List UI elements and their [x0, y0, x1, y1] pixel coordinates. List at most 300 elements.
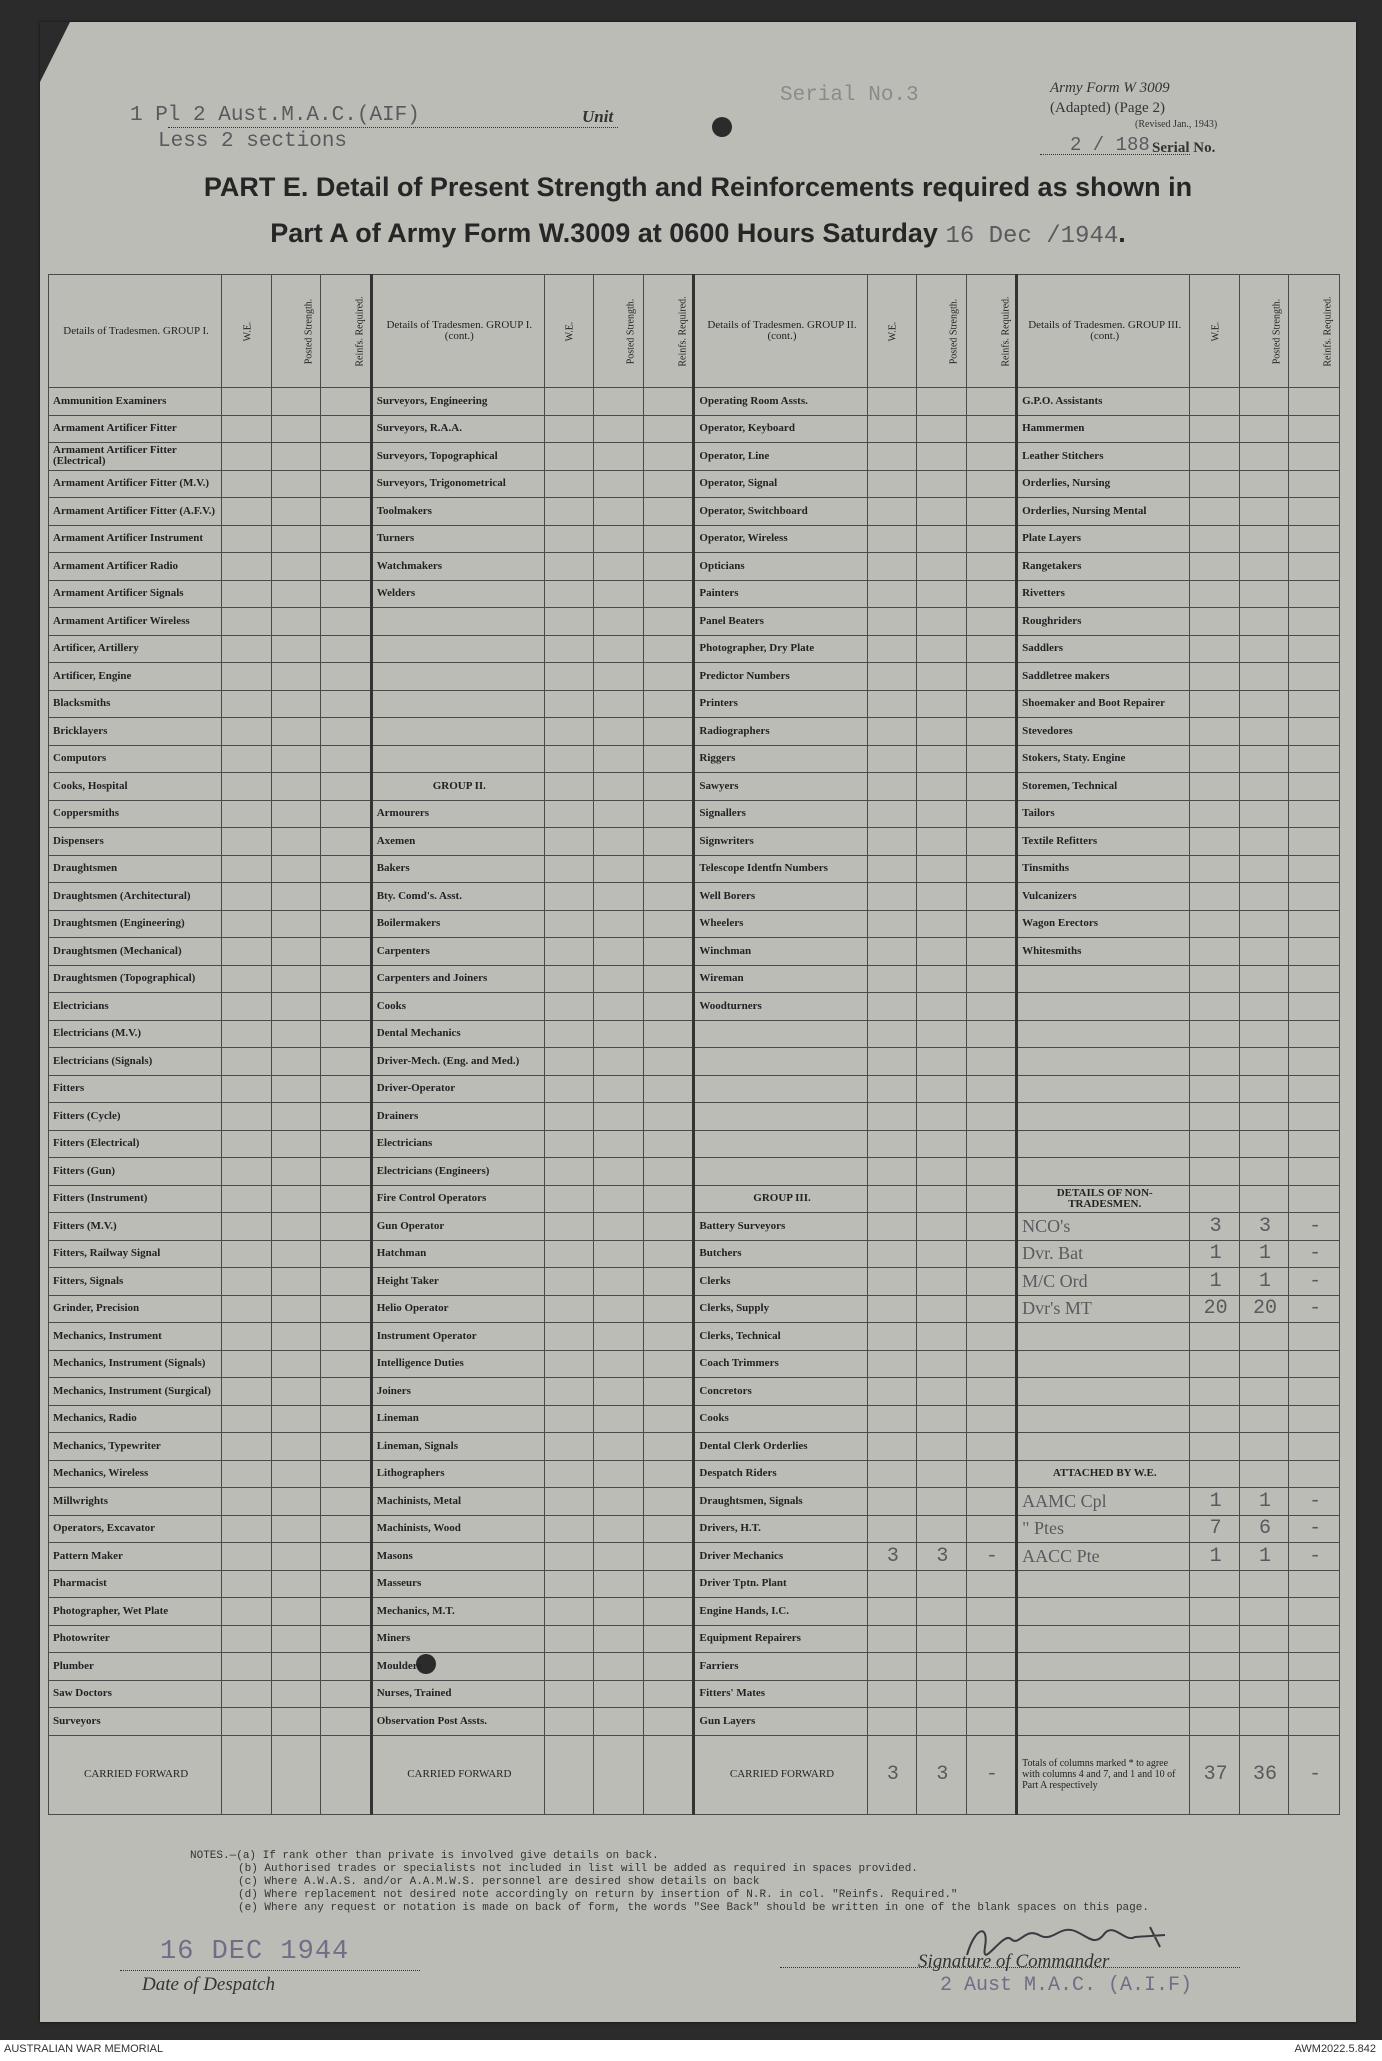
- value-cell: [594, 1515, 643, 1543]
- trade-cell: Signallers: [694, 800, 867, 828]
- value-cell: [594, 690, 643, 718]
- value-cell: [544, 965, 593, 993]
- value-cell: [966, 1323, 1017, 1351]
- value-cell: [222, 1708, 271, 1736]
- value-cell: 1: [1190, 1268, 1239, 1296]
- table-row: [49, 635, 1340, 663]
- value-cell: [917, 1268, 966, 1296]
- value-cell: [1239, 1625, 1288, 1653]
- value-cell: [321, 745, 372, 773]
- trade-cell: Saddlers: [1017, 635, 1190, 663]
- trade-cell: Predictor Numbers: [694, 663, 867, 691]
- trade-cell: Orderlies, Nursing Mental: [1017, 498, 1190, 526]
- signature-stamp: 2 Aust M.A.C. (A.I.F): [940, 1974, 1193, 1997]
- trade-cell: Lineman: [371, 1405, 544, 1433]
- value-cell: [544, 580, 593, 608]
- header-we-label: W.E.: [564, 321, 576, 341]
- trade-cell: Painters: [694, 580, 867, 608]
- value-cell: [321, 1103, 372, 1131]
- value-cell: [321, 883, 372, 911]
- table-row: [49, 1488, 1340, 1516]
- table-row: [49, 690, 1340, 718]
- archive-right: AWM2022.5.842: [1294, 2043, 1376, 2055]
- value-cell: [594, 910, 643, 938]
- trade-cell: Fitters, Railway Signal: [49, 1240, 222, 1268]
- value-cell: 7: [1190, 1515, 1239, 1543]
- value-cell: [1239, 1405, 1288, 1433]
- value-cell: 1: [1239, 1240, 1288, 1268]
- value-cell: [917, 470, 966, 498]
- table-row: [49, 938, 1340, 966]
- header-details-1: Details of Tradesmen. GROUP I.: [49, 275, 222, 388]
- value-cell: [594, 1625, 643, 1653]
- value-cell: [222, 525, 271, 553]
- value-cell: -: [1289, 1295, 1340, 1323]
- value-cell: [544, 663, 593, 691]
- carried-value: [321, 1735, 372, 1814]
- value-cell: [1289, 1433, 1340, 1461]
- carried-value: 3: [917, 1735, 966, 1814]
- trade-cell: Textile Refitters: [1017, 828, 1190, 856]
- value-cell: [917, 938, 966, 966]
- value-cell: [643, 553, 694, 581]
- value-cell: [544, 993, 593, 1021]
- trade-cell: Saddletree makers: [1017, 663, 1190, 691]
- value-cell: [966, 1240, 1017, 1268]
- value-cell: [643, 1323, 694, 1351]
- value-cell: [321, 1515, 372, 1543]
- value-cell: [222, 443, 271, 471]
- header-posted-label: Posted Strength.: [625, 298, 637, 364]
- value-cell: [1289, 800, 1340, 828]
- value-cell: [271, 1240, 320, 1268]
- carried-value: -: [1289, 1735, 1340, 1814]
- header-details-4: Details of Tradesmen. GROUP III. (cont.): [1017, 275, 1190, 388]
- table-row: [49, 498, 1340, 526]
- trade-cell: Fitters (Instrument): [49, 1185, 222, 1213]
- trade-cell: Dispensers: [49, 828, 222, 856]
- value-cell: [321, 1708, 372, 1736]
- value-cell: -: [1289, 1543, 1340, 1571]
- title-line-2: [40, 218, 1356, 250]
- value-cell: [1190, 1075, 1239, 1103]
- value-cell: [1239, 635, 1288, 663]
- note-d: (d) Where replacement not desired note accordingly on return by insertion of N.R. in col. "Reinfs. Required.": [238, 1889, 958, 1901]
- value-cell: [1190, 1020, 1239, 1048]
- value-cell: [1289, 1185, 1340, 1213]
- value-cell: [867, 1488, 916, 1516]
- value-cell: [594, 718, 643, 746]
- value-cell: [1289, 1075, 1340, 1103]
- title-line-1: PART E. Detail of Present Strength and Reinforcements required as shown in: [203, 172, 1193, 202]
- carried-value: 37: [1190, 1735, 1239, 1814]
- value-cell: [966, 965, 1017, 993]
- value-cell: [867, 1433, 916, 1461]
- trade-cell: " Ptes: [1017, 1515, 1190, 1543]
- value-cell: [917, 1570, 966, 1598]
- trade-cell: [1017, 1433, 1190, 1461]
- value-cell: [1190, 938, 1239, 966]
- value-cell: [594, 1103, 643, 1131]
- trade-cell: Armourers: [371, 800, 544, 828]
- value-cell: [594, 1378, 643, 1406]
- value-cell: [643, 800, 694, 828]
- value-cell: [643, 1570, 694, 1598]
- trade-cell: Blacksmiths: [49, 690, 222, 718]
- value-cell: [222, 910, 271, 938]
- header-posted-label: Posted Strength.: [948, 298, 960, 364]
- value-cell: [867, 1570, 916, 1598]
- value-cell: [222, 1570, 271, 1598]
- value-cell: [1239, 388, 1288, 416]
- trade-cell: Hammermen: [1017, 415, 1190, 443]
- value-cell: [222, 855, 271, 883]
- value-cell: [917, 1323, 966, 1351]
- trade-cell: Armament Artificer Fitter (M.V.): [49, 470, 222, 498]
- trade-cell: Fitters, Signals: [49, 1268, 222, 1296]
- trade-cell: Operating Room Assts.: [694, 388, 867, 416]
- value-cell: [321, 1488, 372, 1516]
- trade-cell: Woodturners: [694, 993, 867, 1021]
- trade-cell: ATTACHED BY W.E.: [1017, 1460, 1190, 1488]
- value-cell: [867, 388, 916, 416]
- serial-typed: Serial No.3: [780, 84, 919, 107]
- trade-cell: AAMC Cpl: [1017, 1488, 1190, 1516]
- value-cell: [321, 910, 372, 938]
- trade-cell: [1017, 1378, 1190, 1406]
- value-cell: [643, 1295, 694, 1323]
- value-cell: [271, 1570, 320, 1598]
- value-cell: [867, 1213, 916, 1241]
- table-row: [49, 773, 1340, 801]
- table-row: [49, 883, 1340, 911]
- value-cell: [321, 1653, 372, 1681]
- value-cell: [321, 938, 372, 966]
- table-row: [49, 1130, 1340, 1158]
- trade-cell: Height Taker: [371, 1268, 544, 1296]
- value-cell: [917, 1708, 966, 1736]
- value-cell: [1239, 663, 1288, 691]
- value-cell: [1239, 1020, 1288, 1048]
- title-year-digit: 4: [1103, 223, 1119, 250]
- table-row: [49, 1048, 1340, 1076]
- value-cell: [271, 1158, 320, 1186]
- value-cell: [917, 580, 966, 608]
- value-cell: [1239, 1130, 1288, 1158]
- value-cell: [1289, 525, 1340, 553]
- carried-value: -: [966, 1735, 1017, 1814]
- value-cell: [321, 635, 372, 663]
- trade-cell: Draughtsmen: [49, 855, 222, 883]
- value-cell: [1289, 1653, 1340, 1681]
- value-cell: [867, 1460, 916, 1488]
- value-cell: [867, 690, 916, 718]
- trade-cell: Helio Operator: [371, 1295, 544, 1323]
- trade-cell: Ammunition Examiners: [49, 388, 222, 416]
- trade-cell: Fitters (M.V.): [49, 1213, 222, 1241]
- value-cell: [222, 1543, 271, 1571]
- trade-cell: Drivers, H.T.: [694, 1515, 867, 1543]
- trade-cell: G.P.O. Assistants: [1017, 388, 1190, 416]
- value-cell: [544, 1405, 593, 1433]
- value-cell: [1289, 1680, 1340, 1708]
- value-cell: [1289, 663, 1340, 691]
- value-cell: 3: [1190, 1213, 1239, 1241]
- form-adapted: (Adapted) (Page 2): [1050, 100, 1165, 116]
- value-cell: [222, 553, 271, 581]
- value-cell: [271, 1213, 320, 1241]
- value-cell: [917, 1075, 966, 1103]
- value-cell: [222, 608, 271, 636]
- value-cell: [867, 1598, 916, 1626]
- trade-cell: Draughtsmen (Architectural): [49, 883, 222, 911]
- value-cell: [966, 1405, 1017, 1433]
- trade-cell: Driver-Mech. (Eng. and Med.): [371, 1048, 544, 1076]
- value-cell: [544, 1158, 593, 1186]
- value-cell: [594, 1158, 643, 1186]
- form-revised: (Revised Jan., 1943): [1135, 119, 1218, 130]
- value-cell: [222, 938, 271, 966]
- unit-sub-typed: Less 2 sections: [158, 130, 348, 153]
- value-cell: [321, 1130, 372, 1158]
- value-cell: [966, 553, 1017, 581]
- value-cell: [643, 745, 694, 773]
- trade-cell: Surveyors, Engineering: [371, 388, 544, 416]
- table-row: [49, 1185, 1340, 1213]
- value-cell: [271, 1653, 320, 1681]
- value-cell: [594, 1653, 643, 1681]
- value-cell: [966, 1708, 1017, 1736]
- value-cell: [222, 1405, 271, 1433]
- date-of-despatch-label: Date of Despatch: [142, 1974, 275, 1995]
- trade-cell: Turners: [371, 525, 544, 553]
- value-cell: [1190, 800, 1239, 828]
- trade-cell: Dvr. Bat: [1017, 1240, 1190, 1268]
- value-cell: [271, 910, 320, 938]
- value-cell: [1190, 1570, 1239, 1598]
- value-cell: [867, 1350, 916, 1378]
- value-cell: [643, 1680, 694, 1708]
- value-cell: [271, 1130, 320, 1158]
- value-cell: [544, 1570, 593, 1598]
- value-cell: [1190, 608, 1239, 636]
- value-cell: [867, 773, 916, 801]
- trade-cell: Battery Surveyors: [694, 1213, 867, 1241]
- value-cell: [1289, 1598, 1340, 1626]
- table-row: [49, 1543, 1340, 1571]
- table-row: [49, 525, 1340, 553]
- value-cell: [966, 1185, 1017, 1213]
- table-row: [49, 800, 1340, 828]
- table-row: [49, 1158, 1340, 1186]
- header-reinfs-label: Reinfs. Required.: [1322, 295, 1334, 367]
- value-cell: [643, 883, 694, 911]
- value-cell: [1289, 965, 1340, 993]
- trade-cell: Driver Mechanics: [694, 1543, 867, 1571]
- value-cell: [271, 415, 320, 443]
- value-cell: [643, 1103, 694, 1131]
- trade-cell: Clerks: [694, 1268, 867, 1296]
- value-cell: [1190, 965, 1239, 993]
- trade-cell: Tinsmiths: [1017, 855, 1190, 883]
- value-cell: [321, 443, 372, 471]
- folded-corner: [40, 22, 70, 82]
- value-cell: [321, 718, 372, 746]
- trade-cell: Instrument Operator: [371, 1323, 544, 1351]
- trade-cell: Boilermakers: [371, 910, 544, 938]
- value-cell: [867, 1185, 916, 1213]
- value-cell: [643, 1433, 694, 1461]
- value-cell: [544, 1378, 593, 1406]
- value-cell: [867, 938, 916, 966]
- value-cell: [643, 773, 694, 801]
- value-cell: [594, 745, 643, 773]
- trade-cell: Driver Tptn. Plant: [694, 1570, 867, 1598]
- note-b: (b) Authorised trades or specialists not included in list will be added as required in spaces provided.: [238, 1863, 918, 1875]
- value-cell: [544, 1268, 593, 1296]
- value-cell: [643, 1653, 694, 1681]
- value-cell: [321, 1213, 372, 1241]
- value-cell: [222, 745, 271, 773]
- carried-forward-row: [49, 1735, 1340, 1814]
- value-cell: [594, 773, 643, 801]
- value-cell: [917, 663, 966, 691]
- value-cell: [594, 470, 643, 498]
- value-cell: [1190, 1433, 1239, 1461]
- header-reinfs-label: Reinfs. Required.: [677, 295, 689, 367]
- value-cell: [544, 470, 593, 498]
- value-cell: [271, 635, 320, 663]
- table-row: [49, 553, 1340, 581]
- value-cell: [321, 553, 372, 581]
- value-cell: [643, 993, 694, 1021]
- value-cell: [1289, 1048, 1340, 1076]
- value-cell: [222, 773, 271, 801]
- value-cell: [917, 553, 966, 581]
- value-cell: [1239, 1570, 1288, 1598]
- value-cell: [1239, 1433, 1288, 1461]
- value-cell: [867, 800, 916, 828]
- value-cell: [544, 1515, 593, 1543]
- value-cell: [1190, 993, 1239, 1021]
- value-cell: 1: [1190, 1488, 1239, 1516]
- value-cell: [966, 498, 1017, 526]
- header-details-3: Details of Tradesmen. GROUP II. (cont.): [694, 275, 867, 388]
- value-cell: [1190, 883, 1239, 911]
- value-cell: [867, 745, 916, 773]
- notes-label: NOTES.—: [190, 1850, 237, 1862]
- value-cell: [966, 773, 1017, 801]
- value-cell: [966, 745, 1017, 773]
- value-cell: [1190, 1708, 1239, 1736]
- value-cell: [321, 1350, 372, 1378]
- value-cell: [966, 718, 1017, 746]
- value-cell: [321, 498, 372, 526]
- trade-cell: Dvr's MT: [1017, 1295, 1190, 1323]
- value-cell: [594, 1213, 643, 1241]
- trade-cell: Machinists, Wood: [371, 1515, 544, 1543]
- value-cell: [1239, 580, 1288, 608]
- value-cell: [594, 883, 643, 911]
- trade-cell: Cooks, Hospital: [49, 773, 222, 801]
- value-cell: [966, 1213, 1017, 1241]
- value-cell: [643, 388, 694, 416]
- value-cell: [271, 1515, 320, 1543]
- value-cell: [1239, 828, 1288, 856]
- trade-cell: Cooks: [371, 993, 544, 1021]
- trade-cell: Sawyers: [694, 773, 867, 801]
- trade-cell: Draughtsmen, Signals: [694, 1488, 867, 1516]
- value-cell: [271, 525, 320, 553]
- value-cell: [594, 663, 643, 691]
- table-row: [49, 1213, 1340, 1241]
- value-cell: [271, 1185, 320, 1213]
- trade-cell: Armament Artificer Fitter (A.F.V.): [49, 498, 222, 526]
- value-cell: [643, 1185, 694, 1213]
- value-cell: [544, 910, 593, 938]
- trade-cell: Armament Artificer Instrument: [49, 525, 222, 553]
- trade-cell: Fire Control Operators: [371, 1185, 544, 1213]
- value-cell: [222, 883, 271, 911]
- table-row: [49, 1708, 1340, 1736]
- value-cell: [643, 1515, 694, 1543]
- value-cell: [594, 1268, 643, 1296]
- value-cell: [867, 855, 916, 883]
- value-cell: [867, 1405, 916, 1433]
- value-cell: [222, 965, 271, 993]
- value-cell: [1239, 443, 1288, 471]
- table-row: [49, 718, 1340, 746]
- trade-cell: Clerks, Technical: [694, 1323, 867, 1351]
- trade-cell: Artificer, Artillery: [49, 635, 222, 663]
- value-cell: [643, 1158, 694, 1186]
- value-cell: [1239, 910, 1288, 938]
- value-cell: [643, 498, 694, 526]
- value-cell: [222, 470, 271, 498]
- value-cell: [867, 1378, 916, 1406]
- value-cell: [1190, 388, 1239, 416]
- value-cell: [544, 1075, 593, 1103]
- value-cell: [966, 1268, 1017, 1296]
- value-cell: [643, 1598, 694, 1626]
- value-cell: [1190, 1598, 1239, 1626]
- trade-cell: Gun Layers: [694, 1708, 867, 1736]
- value-cell: [643, 690, 694, 718]
- value-cell: [594, 608, 643, 636]
- trade-cell: Operator, Line: [694, 443, 867, 471]
- value-cell: [867, 910, 916, 938]
- value-cell: [544, 773, 593, 801]
- value-cell: [643, 525, 694, 553]
- value-cell: [917, 525, 966, 553]
- trade-cell: Armament Artificer Fitter (Electrical): [49, 443, 222, 471]
- value-cell: [271, 1103, 320, 1131]
- trade-cell: Storemen, Technical: [1017, 773, 1190, 801]
- value-cell: [321, 993, 372, 1021]
- value-cell: [271, 1048, 320, 1076]
- value-cell: [1190, 1460, 1239, 1488]
- table-row: [49, 965, 1340, 993]
- value-cell: [966, 1020, 1017, 1048]
- value-cell: [222, 1323, 271, 1351]
- value-cell: [594, 993, 643, 1021]
- trade-cell: [694, 1103, 867, 1131]
- header-reinfs-2: [643, 275, 694, 388]
- value-cell: 1: [1239, 1268, 1288, 1296]
- header-reinfs-1: [321, 275, 372, 388]
- trade-cell: Bricklayers: [49, 718, 222, 746]
- value-cell: [222, 828, 271, 856]
